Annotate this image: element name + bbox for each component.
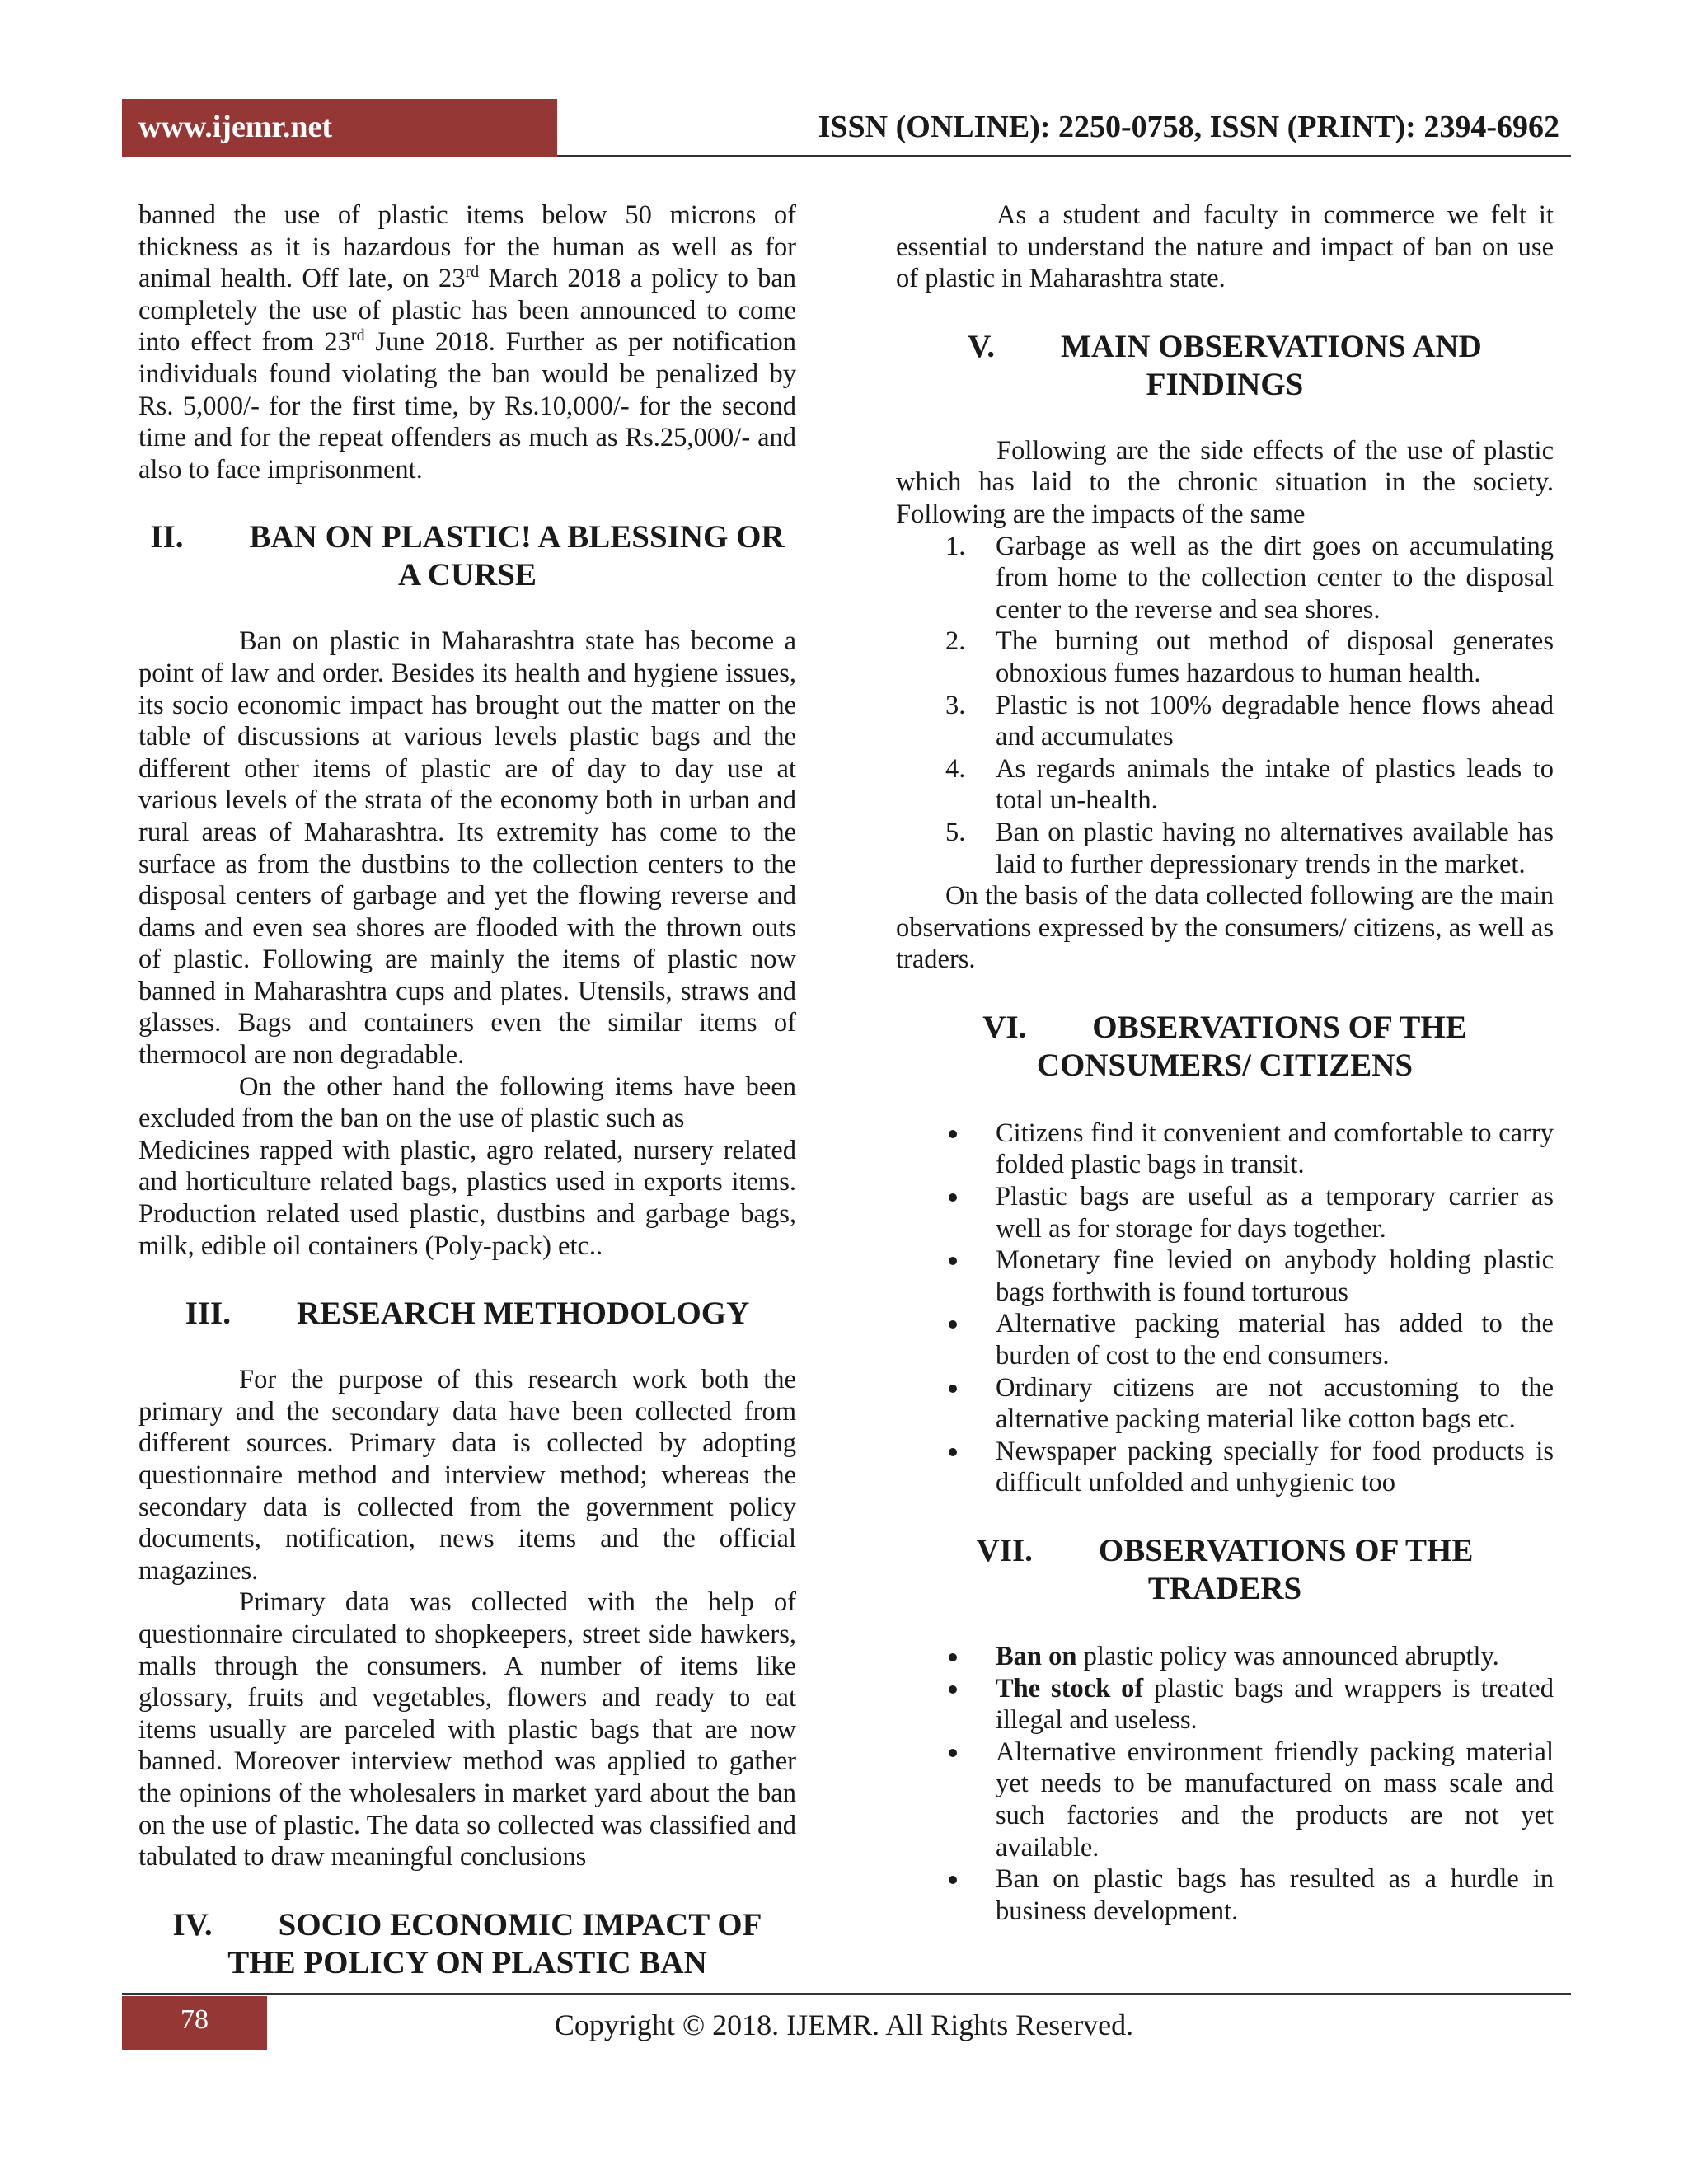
intro-paragraph: banned the use of plastic items below 50 microns of thickness as it is hazardous for the human as well as for animal health. Off late, on 23rd March 2018 a policy to ban completely the use of plastic has been announced to come into effect from 23rd June 2018. Further as per notification individuals found violating the ban would be penalized by Rs. 5,000/- for the first time, by Rs.10,000/- for the second time and for the repeat offenders as much as Rs.25,000/- and also to face imprisonment. bbox=[138, 200, 796, 485]
bullet-icon bbox=[949, 1130, 957, 1138]
bullet-icon bbox=[949, 1749, 957, 1757]
site-url[interactable]: www.ijemr.net bbox=[138, 110, 332, 144]
list-item: Ordinary citizens are not accustoming to the alternative packing material like cotton bags etc. bbox=[896, 1372, 1554, 1436]
header-rule bbox=[557, 155, 1571, 157]
section-heading-3: III. RESEARCH METHODOLOGY bbox=[185, 1296, 750, 1332]
section-heading-2: II. BAN ON PLASTIC! A BLESSING OR A CURSE bbox=[150, 519, 785, 593]
section-heading-4: IV. SOCIO ECONOMIC IMPACT OF THE POLICY ON PLASTIC BAN bbox=[172, 1906, 762, 1980]
bullet-icon bbox=[949, 1876, 957, 1884]
list-item: Alternative environment friendly packing material yet needs to be manufactured on mass scale and such factories and the products are not yet available. bbox=[896, 1736, 1554, 1863]
bullet-icon bbox=[949, 1320, 957, 1329]
list-item: Plastic bags are useful as a temporary carrier as well as for storage for days together. bbox=[896, 1181, 1554, 1244]
list-item: 3. Plastic is not 100% degradable hence flows ahead and accumulates bbox=[945, 690, 1554, 752]
section-3-paragraph-1: For the purpose of this research work both the primary and the secondary data have been collected from different sources. Primary data is collected by adopting questionnaire method and interview method; whereas the secondary data is collected from the government policy documents, notification, news items and the official magazines. bbox=[138, 1365, 796, 1586]
list-item: Ban on plastic bags has resulted as a hurdle in business development. bbox=[896, 1863, 1554, 1927]
bullet-icon bbox=[949, 1653, 957, 1661]
side-effects-list bbox=[896, 531, 1554, 881]
section-2-paragraph-1: Ban on plastic in Maharashtra state has become a point of law and order. Besides its health and hygiene issues, its socio economic impact has brought out the matter on the table of discussions at various levels plastic bags and the different other items of plastic are of day to day use at various levels of the strata of the economy both in urban and rural areas of Maharashtra. Its extremity has come to the surface as from the dustbins to the collection centers to the disposal centers of garbage and yet the flowing reverse and dams and even sea shores are flooded with the thrown outs of plastic. Following are mainly the items of plastic now banned in Maharashtra cups and plates. Utensils, straws and glasses. Bags and containers even the similar items of thermocol are non degradable. bbox=[138, 626, 796, 1071]
section-5-paragraph-2: On the basis of the data collected following are the main observations expressed by the consumers/ citizens, as well as traders. bbox=[896, 881, 1554, 975]
right-column bbox=[896, 199, 1554, 1927]
bullet-icon bbox=[949, 1385, 957, 1393]
section-2-paragraph-2: On the other hand the following items have been excluded from the ban on the use of plastic such as bbox=[138, 1071, 796, 1134]
bullet-icon bbox=[949, 1193, 957, 1202]
left-column bbox=[138, 199, 796, 1982]
list-item: Newspaper packing specially for food products is difficult unfolded and unhygienic too bbox=[896, 1436, 1554, 1499]
trader-observations-list bbox=[896, 1641, 1554, 1927]
bullet-icon bbox=[949, 1685, 957, 1694]
right-intro-paragraph: As a student and faculty in commerce we felt it essential to understand the nature and impact of ban on use of plastic in Maharashtra state. bbox=[896, 200, 1554, 294]
list-item: 5. Ban on plastic having no alternatives available has laid to further depressionary trends in the market. bbox=[945, 817, 1554, 879]
page-number: 78 bbox=[181, 2004, 209, 2035]
list-item: Ban on plastic policy was announced abruptly. bbox=[896, 1641, 1554, 1673]
issn-label: ISSN (ONLINE): 2250-0758, ISSN (PRINT): 2394-6962 bbox=[818, 110, 1559, 144]
list-item: Monetary fine levied on anybody holding plastic bags forthwith is found torturous bbox=[896, 1244, 1554, 1308]
bullet-icon bbox=[949, 1448, 957, 1456]
list-item: Citizens find it convenient and comfortable to carry folded plastic bags in transit. bbox=[896, 1118, 1554, 1181]
consumer-observations-list bbox=[896, 1118, 1554, 1499]
list-item: 4. As regards animals the intake of plastics leads to total un-health. bbox=[945, 753, 1554, 816]
section-3-paragraph-2: Primary data was collected with the help of questionnaire circulated to shopkeepers, street side hawkers, malls through the consumers. A number of items like glossary, fruits and vegetables, flowers and ready to eat items usually are parceled with plastic bags that are now banned. Moreover interview method was applied to gather the opinions of the wholesalers in market yard about the ban on the use of plastic. The data so collected was classified and tabulated to draw meaningful conclusions bbox=[138, 1587, 796, 1872]
section-heading-5: V. MAIN OBSERVATIONS AND FINDINGS bbox=[968, 328, 1482, 402]
footer-rule bbox=[122, 1993, 1571, 1995]
section-heading-6: VI. OBSERVATIONS OF THE CONSUMERS/ CITIZENS bbox=[982, 1009, 1467, 1083]
section-2-paragraph-3: Medicines rapped with plastic, agro related, nursery related and horticulture related bags, plastics used in exports items. Production related used plastic, dustbins and garbage bags, milk, edible oil containers (Poly-pack) etc.. bbox=[138, 1135, 796, 1261]
list-item: 2. The burning out method of disposal generates obnoxious fumes hazardous to human health. bbox=[945, 626, 1554, 688]
list-item: The stock of plastic bags and wrappers is treated illegal and useless. bbox=[896, 1673, 1554, 1736]
copyright-notice: Copyright © 2018. IJEMR. All Rights Reserved. bbox=[554, 2008, 1134, 2041]
section-heading-7: VII. OBSERVATIONS OF THE TRADERS bbox=[976, 1533, 1474, 1606]
bullet-icon bbox=[949, 1257, 957, 1265]
section-5-paragraph-1: Following are the side effects of the use of plastic which has laid to the chronic situation in the society. Following are the impacts of the same bbox=[896, 435, 1554, 529]
list-item: Alternative packing material has added to the burden of cost to the end consumers. bbox=[896, 1308, 1554, 1371]
list-item: 1. Garbage as well as the dirt goes on accumulating from home to the collection center to the disposal center to the reverse and sea shores. bbox=[945, 531, 1554, 625]
